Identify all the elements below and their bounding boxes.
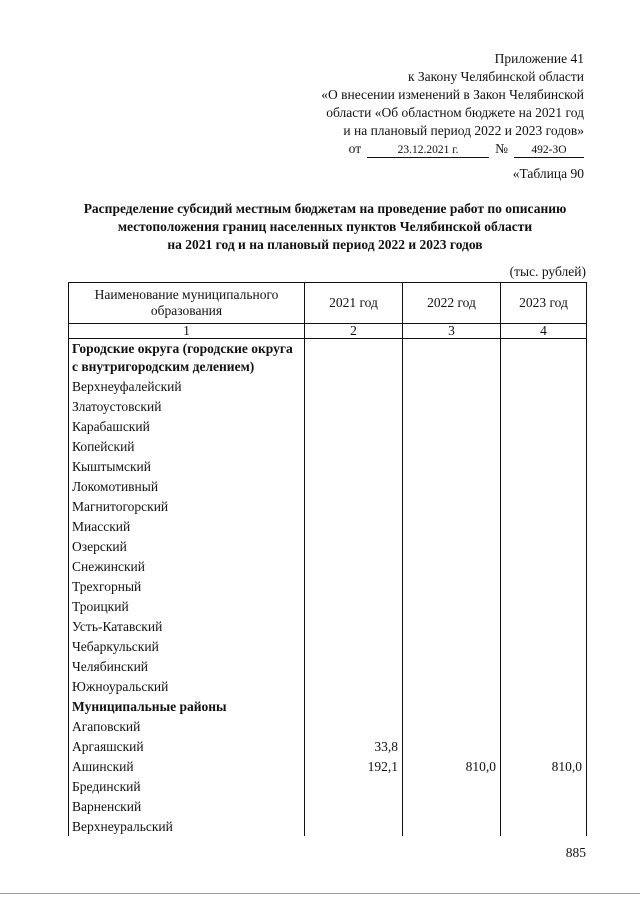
value-2021 xyxy=(305,396,403,416)
municipality-name: Миасский xyxy=(69,516,305,536)
law-date: 23.12.2021 г. xyxy=(367,143,489,158)
value-2023 xyxy=(501,796,587,816)
value-2023 xyxy=(501,516,587,536)
table-row xyxy=(69,816,587,836)
table-row xyxy=(69,396,587,416)
page-bottom-rule xyxy=(0,893,640,894)
value-2023 xyxy=(501,456,587,476)
value-2021 xyxy=(305,516,403,536)
law-date-number xyxy=(321,140,584,158)
column-number: 2 xyxy=(305,324,403,339)
municipality-name: Кыштымский xyxy=(69,456,305,476)
value-2021 xyxy=(305,476,403,496)
subsidy-table xyxy=(68,282,587,836)
from-label: от xyxy=(348,141,362,156)
table-row xyxy=(69,536,587,556)
value-2023 xyxy=(501,656,587,676)
value-2022 xyxy=(403,456,501,476)
value-2022 xyxy=(403,496,501,516)
table-row xyxy=(69,376,587,396)
value-2022: 810,0 xyxy=(403,756,501,776)
value-2021 xyxy=(305,576,403,596)
value-2021 xyxy=(305,796,403,816)
municipality-name: Усть-Катавский xyxy=(69,616,305,636)
value-2023 xyxy=(501,596,587,616)
value-2023 xyxy=(501,436,587,456)
value-2022 xyxy=(403,656,501,676)
table-row xyxy=(69,516,587,536)
appendix-line: Приложение 41 xyxy=(494,51,584,66)
value-2022 xyxy=(403,716,501,736)
municipality-name: Златоустовский xyxy=(69,396,305,416)
value-2023 xyxy=(501,716,587,736)
page-number: 885 xyxy=(565,845,586,860)
value-2022 xyxy=(403,436,501,456)
value-2021 xyxy=(305,676,403,696)
value-2023 xyxy=(501,636,587,656)
column-header-2023: 2023 год xyxy=(501,283,587,324)
table-row xyxy=(69,656,587,676)
value-2022 xyxy=(403,596,501,616)
value-2021 xyxy=(305,616,403,636)
value-2023 xyxy=(501,376,587,396)
value-2023 xyxy=(501,496,587,516)
value-2022 xyxy=(403,736,501,756)
table-row xyxy=(69,796,587,816)
value-2022 xyxy=(403,476,501,496)
value-2022 xyxy=(403,576,501,596)
value-2023 xyxy=(501,676,587,696)
value-2022 xyxy=(403,536,501,556)
value-2023 xyxy=(501,736,587,756)
column-number-row xyxy=(69,324,587,339)
municipality-name: Варненский xyxy=(69,796,305,816)
number-label: № xyxy=(495,141,508,156)
value-2023 xyxy=(501,396,587,416)
value-2022 xyxy=(403,516,501,536)
municipality-name: Локомотивный xyxy=(69,476,305,496)
value-2021 xyxy=(305,456,403,476)
municipality-name: Озерский xyxy=(69,536,305,556)
table-row xyxy=(69,616,587,636)
municipality-name: Карабашский xyxy=(69,416,305,436)
table-body xyxy=(69,339,587,837)
table-row xyxy=(69,576,587,596)
unit-label: (тыс. рублей) xyxy=(509,264,586,279)
document-title xyxy=(60,200,590,254)
table-row xyxy=(69,556,587,576)
value-2022 xyxy=(403,796,501,816)
value-2022 xyxy=(403,776,501,796)
municipality-name: Челябинский xyxy=(69,656,305,676)
table-row xyxy=(69,636,587,656)
value-2021 xyxy=(305,656,403,676)
value-2021 xyxy=(305,696,403,716)
municipality-name: Южноуральский xyxy=(69,676,305,696)
municipality-name: Брединский xyxy=(69,776,305,796)
table-row xyxy=(69,456,587,476)
table-row xyxy=(69,416,587,436)
appendix-header xyxy=(321,50,584,158)
value-2021 xyxy=(305,716,403,736)
value-2021 xyxy=(305,436,403,456)
municipality-name: Муниципальные районы xyxy=(69,696,305,716)
value-2022 xyxy=(403,416,501,436)
value-2023 xyxy=(501,616,587,636)
value-2022 xyxy=(403,396,501,416)
value-2022 xyxy=(403,376,501,396)
value-2021 xyxy=(305,536,403,556)
value-2021 xyxy=(305,376,403,396)
table-row xyxy=(69,596,587,616)
value-2021: 192,1 xyxy=(305,756,403,776)
municipality-name: Чебаркульский xyxy=(69,636,305,656)
value-2021 xyxy=(305,776,403,796)
value-2023 xyxy=(501,476,587,496)
title-line: Распределение субсидий местным бюджетам на проведение работ по описанию xyxy=(83,201,567,216)
municipality-name: Магнитогорский xyxy=(69,496,305,516)
title-line: на 2021 год и на плановый период 2022 и 2023 годов xyxy=(167,237,483,252)
value-2021 xyxy=(305,339,403,377)
value-2021 xyxy=(305,596,403,616)
value-2022 xyxy=(403,616,501,636)
value-2023 xyxy=(501,556,587,576)
table-row xyxy=(69,676,587,696)
value-2023 xyxy=(501,776,587,796)
value-2023 xyxy=(501,339,587,377)
municipality-name: Верхнеуральский xyxy=(69,816,305,836)
value-2023 xyxy=(501,536,587,556)
table-label: «Таблица 90 xyxy=(512,166,584,181)
value-2023 xyxy=(501,816,587,836)
municipality-name: Трехгорный xyxy=(69,576,305,596)
column-number: 1 xyxy=(69,324,305,339)
table-header-row xyxy=(69,283,587,324)
value-2021 xyxy=(305,496,403,516)
value-2021 xyxy=(305,636,403,656)
appendix-line: области «Об областном бюджете на 2021 год xyxy=(326,105,584,120)
table-group-row xyxy=(69,339,587,377)
municipality-name: Снежинский xyxy=(69,556,305,576)
municipality-name: Агаповский xyxy=(69,716,305,736)
column-header-name: Наименование муниципального образования xyxy=(69,283,305,324)
value-2022 xyxy=(403,556,501,576)
value-2022 xyxy=(403,676,501,696)
municipality-name: Аргаяшский xyxy=(69,736,305,756)
value-2022 xyxy=(403,816,501,836)
municipality-name: Копейский xyxy=(69,436,305,456)
value-2023 xyxy=(501,416,587,436)
column-header-2021: 2021 год xyxy=(305,283,403,324)
value-2023: 810,0 xyxy=(501,756,587,776)
municipality-name: Троицкий xyxy=(69,596,305,616)
appendix-line: к Закону Челябинской области xyxy=(407,69,584,84)
value-2021 xyxy=(305,416,403,436)
column-number: 3 xyxy=(403,324,501,339)
table-row xyxy=(69,716,587,736)
value-2022 xyxy=(403,636,501,656)
municipality-name: Верхнеуфалейский xyxy=(69,376,305,396)
value-2023 xyxy=(501,696,587,716)
column-number: 4 xyxy=(501,324,587,339)
value-2021 xyxy=(305,556,403,576)
value-2022 xyxy=(403,696,501,716)
value-2021: 33,8 xyxy=(305,736,403,756)
table-row xyxy=(69,756,587,776)
table-row xyxy=(69,496,587,516)
value-2022 xyxy=(403,339,501,377)
title-line: местоположения границ населенных пунктов Челябинской области xyxy=(117,219,533,234)
value-2023 xyxy=(501,576,587,596)
table-row xyxy=(69,776,587,796)
table-row xyxy=(69,476,587,496)
law-number: 492-ЗО xyxy=(514,143,584,158)
table-group-row xyxy=(69,696,587,716)
column-header-2022: 2022 год xyxy=(403,283,501,324)
table-row xyxy=(69,436,587,456)
municipality-name: Городские округа (городские округа с внутригородским делением) xyxy=(69,339,305,377)
table-row xyxy=(69,736,587,756)
value-2021 xyxy=(305,816,403,836)
appendix-line: «О внесении изменений в Закон Челябинской xyxy=(321,87,584,102)
appendix-line: и на плановый период 2022 и 2023 годов» xyxy=(343,123,584,138)
municipality-name: Ашинский xyxy=(69,756,305,776)
